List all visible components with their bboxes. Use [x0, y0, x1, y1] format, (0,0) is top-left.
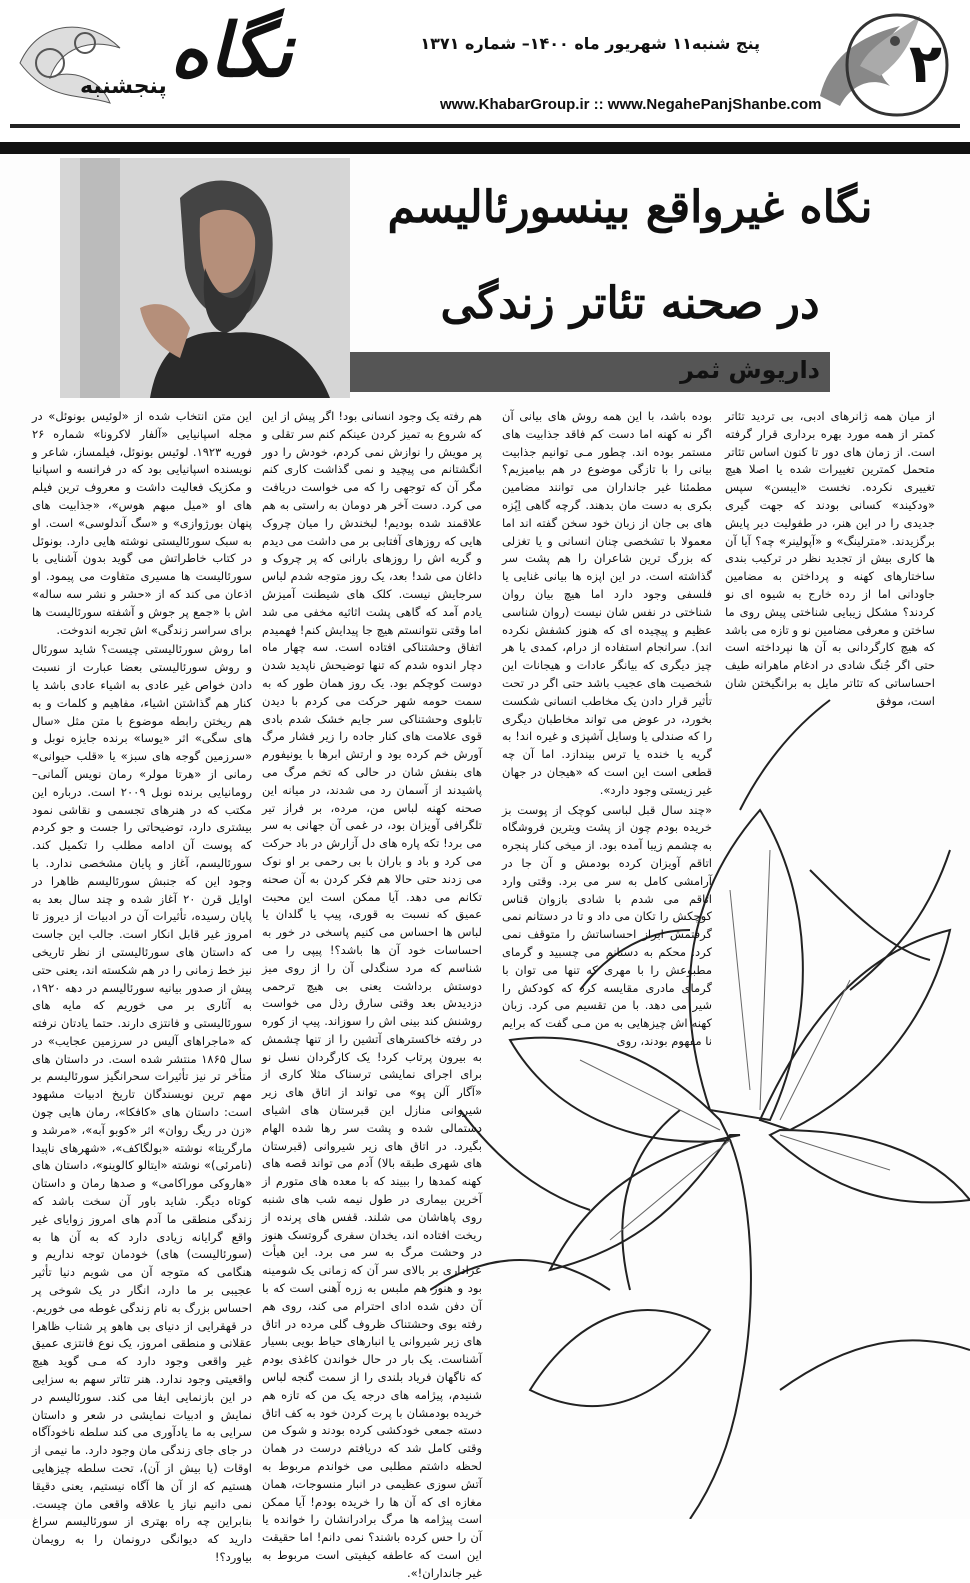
page-number-badge: [842, 10, 952, 120]
logo-word: نگاه: [170, 8, 293, 94]
paragraph: بوده باشد، با این همه روش های بیانی آن اگر نه کهنه اما دست کم فاقد جذابیت های مستمر بوده اند. چطور مـی توانیم جذابیت بیانی را با تازگی موضوع در هم بیامیزیم؟ مطمئنا غیر جانداران می توانند مضامین بکری به دست مان بدهند. گرچه گاهی اِپُزه های بی جان از زبان خود سخن گفته اند اما معمولا با تشخصی چنان انسانی و یا تغزلی که بزرگ ترین شاعران را هم پشت سر گذاشته است. در این اپزه ها بیانی غنایی یا فلسفی وجود دارد اما هیچ بیان روان شناختی در نفس شان نیست (روان شناسی عظیم و پیچیده ای که هنوز کشفش نکرده اند). سرانجام استفاده از درام، کمدی یا هر چیز دیگری که بیانگر عادات و هیجانات این شخصیت های عجیب باشد حتی اگر در تحت تأثیر قرار دادن یک مخاطب انسانی شکست بخورد، در عوض می تواند مخاطبان دیگری را که صندلی یا وسایل آشپزی و غیره اند! به گریه یا خنده یا ترس بیندازد. اما آن چه قطعی است این است که «هیجان در جهان غیر زیستی وجود دارد».: [502, 409, 712, 797]
logo-subtitle: پنجشنبه: [80, 74, 167, 99]
article-column-2: [502, 408, 712, 1398]
page-number: ۲: [909, 32, 942, 95]
paragraph: هم رفته یک وجود انسانی بود! اگر پیش از این که شروع به تمیز کردن عینکم کنم سر تقلی و پر مویش را نوازش نمی کردم، خودش را دور انگشتانم می پیچید و نمی گذاشت کاری کنم مگر آن که توجهی را که می خواست دریافت می کرد. دست آخر هر دومان به راستی به هم علاقمند شده بودیم! لبخندش را میان چروک هایی که روزهای آفتابی بر می داشت می دیدم و گریه اش را روزهای بارانی که پر چروک و داغان می شد! بعد، یک روز متوجه شدم لباس سرجایش نیست. کلک های شیطنت آمیزش یادم آمد که گاهی پشت اثاثیه مخفی می شد اما وقتی نتوانستم هیچ جا پیدایش کنم! فهمیدم اتفاق وحشتناکی افتاده است. سه چهار ماه دچار اندوه شدم که تنها توضیحش ناپدید شدن دوست کوچکم بود. یک روز همان طور که به سمت حومه شهر حرکت می کردم با دیدن تابلوی وحشتناکی سر جایم خشک شدم بادی قوی علامت های کنار جاده را زیر فشار مرگ آورش خم کرده بود و ارتش ابرها با یونیفورم های بنفش شان در حالی که تخم مرگ می پاشیدند از آسمان رد می شدند، در میانه این صحنه کهنه لباس من، مرده، بر فراز تیر تلگرافی آویزان بود، در غمی آن جهانی به سر می برد! تکه پاره های دل آزارش در باد حرکت می کرد و باد و باران با بی رحمی بر او نوک می زدند حتی حالا هم فکر کردن به آن صحنه تکانم می دهد. آیا ممکن است این محبت عمیق که نسبت به قوری، پیپ یا گلدان یا لباس ها احساس می کنیم پاسخی در خور به احساسات خود آن ها باشد؟! پیپی را می شناسم که مرد سنگدلی آن را از روی میز دوستش برداشت یعنی بی هیچ ترحمی دزدیدش بعد وقتی سارق رذل می خواست روشنش کند بینی اش را سوزاند. پیپ از کوره در رفته خاکسترهای آتشین را از تنها چشمش به بیرون پرتاب کرد! یک کارگردان نسل نو برای اجرای نمایشی ترسناک مثلا کاری از «آگار آلن پو» می تواند از اتاق های زیر شیروانی منازل این قبرستان های اشیای دستمالی شده و پشت سر رها شده الهام بگیرد. در اتاق های زیر شیروانی (قبرستان های شهری طبقه بالا) آدم می تواند قصه های کهنه کمدها را ببیند که با معده های متورم از آخرین بیماری در طول نیمه شب های شنبه روی پاهاشان می شلند. قفس های پرنده از ریخت افتاده اند، یخدان سفری گروتسک هنوز در وحشت مرگ به سر می برد. این هیأت عزاداری بر بالای سر آن که زمانی یک شومینه بود و هنوز هم ملبس به زره آهنی است که با آن دفن شده ادای احترام می کند، روی هم رفته بوی وحشتناک ظروف گلی مرده در اتاق های زیر شیروانی یا انبارهای حیاط بویی بسیار آشناست. یک بار در حال خواندن کاغذی بودم که ناگهان فریاد بلندی را از سمت گنجه لباس شنیدم، پیژامه های درجه یک من که تازه هم خریده بودمشان با پرت کردن خود به کف اتاق دسته جمعی خودکشی کرده بودند و شوک من وقتی کامل شد که دریافتم درست در همان لحظه داشتم مطلبی می خواندم مربوط به آتش سوزی عظیمی در انبار منسوجات، همان مغازه ای که آن ها را خریده بودم! آیا ممکن است پیژامه ها مرگ برادرانشان را خوانده یا آن را حس کرده باشند؟ نمی دانم! اما حقیقت این است که عاطفه کیفیتی است مربوط به غیر جانداران!».: [262, 409, 482, 1580]
article-title-line1: نگاه غیرواقع بینسورئالیسم: [387, 182, 873, 233]
divider-band: [0, 142, 970, 154]
author-photo: [60, 158, 350, 398]
header-rule: [10, 124, 960, 128]
paragraph: اما روش سورئالیستی چیست؟ شاید سورئال و روش سورئالیستی بعضا عبارت از نسبت دادن خواص غیر عادی به اشیاء عادی باشد یا کنار هم گذاشتن اشیاء، مفاهیم و کلمات و به هم ریختن رابطه موضوع با متن مثل «سال های سگی» اثر «یوسا» برنده جایزه نوبل و «سرزمین گوجه های سبز» یا «قلب حیوانی» رمانی از «هرتا مولر» رمان نویس آلمانی–رومانیایی برنده نوبل ۲۰۰۹ است. درباره این مکتب که در هنرهای تجسمی و نقاشی نمود بیشتری دارد، توضیحاتی را جست و جو کردم که پوست آن ادامه مطلب را تکمیل کند. سورئالیسم، آغاز و پایان مشخصی ندارد. با وجود این که جنبش سورئالیسم ظاهرا در اوایل قرن ۲۰ آغاز شده و چند سال بعد به پایان رسیده، تأثیرات آن در ادبیات از دیروز تا امروز غیر قابل انکار است. جالب این جاست که داستان های سورئالیستی از نظر تاریخی نیز خط زمانی را در هم شکسته اند، یعنی حتی پیش از صدور بیانیه سورئالیسم در دهه ۱۹۲۰، به آثاری بر می خوریم که مایه های سورئالیستی و فانتزی دارند. حتما یادتان نرفته که «ماجراهای آلیس در سرزمین عجایب» در سال ۱۸۶۵ منتشر شده است. در داستان های متأخر تر نیز تأثیرات سحرانگیز سورئالیسم بر مهم ترین نویسندگان تاریخ ادبیات مشهود است: داستان های «کافکا»، رمان هایی چون «زن در ریگ روان» اثر «کوبو آبه»، «مرشد و مارگریتا» نوشته «بولگاکف»، «شهرهای ناپیدا (نامرئی)» نوشته «ایتالو کالوینو»، داستان های «هاروکی موراکامی» و صدها رمان و داستان کوتاه دیگر. شاید باور آن سخت باشد که زندگی منطقی ما آدم های امروز زوایای غیر واقع گرایانه زیادی دارد که به آن ها به (سورئالیست) های) خودمان توجه نداریم و هنگامی که متوجه آن می شویم دنیا تأثیر عجیبی بر ما دارد، انگار در یک شوخی پر احساس بزرگ به نام زندگی غوطه می خوریم. در قهقرایی از دنیای بی هاهو پر شتاب ظاهرا عقلانی و منطقی امروز، یک نوع فانتزی عمیق غیر واقعی وجود دارد که مـی گوید هیچ واقعیتی وجود ندارد. هنر تئاتر سهم به سزایی در این بازنمایی ایفا می کند. سورئالیسم در نمایش و ادبیات نمایشی در شعر و داستان سرایی به ما یادآوری می کند سلطه ناخودآگاه در جای جای زندگی مان وجود دارد. ما نیمی از اوقات (یا بیش از آن)، تحت سلطه چیزهایی هستیم که از آن ها آگاه نیستیم، یعنی دقیقا نمی دانیم نیاز یا علاقه واقعی مان چیست. بنابراین چه راه بهتری از سورئالیسم سراغ دارید که دیوانگی درونمان را به رویمان بیاورد؟!: [32, 642, 253, 1564]
paragraph: «چند سال قبل لباسی کوچک از پوست بز خریده بودم چون از پشت ویترین فروشگاه به چشمم زیبا آمده بود. از میخی کنار پنجره اتاقم آویزان کرده بودمش و آن جا در آرامشی کامل به سر می برد. وقتی وارد اتاقم می شدم با شادی بازوان قناس کوچکش را تکان می داد و تا در دستانم نمی گرفتمش ابراز احساساتش را متوقف نمی کرد. محکم به دستانم می چسبید و گرمای مطبوعش را با مهری که تنها می توان با گرمای مادری مقایسه کرد که کودکش را شیر می دهد. با من تقسیم می کرد. زبان کهنه اش چیزهایی به من مـی گفت که برایم نا مفهوم بودند، روی: [502, 802, 712, 1048]
author-name: داریوش ثمر: [680, 356, 820, 384]
article-title-line2: در صحنه تئاتر زندگی: [440, 278, 820, 329]
newspaper-logo: [10, 8, 310, 118]
site-urls[interactable]: www.KhabarGroup.ir :: www.NegahePanjShanbe.com: [440, 96, 822, 113]
masthead: [0, 0, 970, 140]
paragraph: این متن انتخاب شده از «لوئیس بونوئل» در مجله اسپانیایی «آلفار لاکرونا» شماره ۲۶ فوریه ۱۹۲۳. لوئیس بونوئل، فیلمساز، شاعر و نویسنده اسپانیایی بود که در فرانسه و اسپانیا و مکزیک فعالیت داشت و معروف ترین فیلم های او «میل مبهم هوس»، «جذابیت های پنهان بورژوازی» و «سگ آندلوسی» است. او به سبک سورئالیستی نوشته هایی دارد. بونوئل در کتاب خاطراتش می گوید بدون آشنایی با سورئالیست ها مسیری متفاوت می پیمود. او اذعان می کند که از «حشر و نشر سه ساله» اش با «جمع پر جوش و آشفته سورئالیست ها برای سراسر زندگی» اش تجربه اندوخت.: [32, 409, 253, 637]
issue-line: پنج شنبه۱۱ شهریور ماه ۱۴۰۰– شماره ۱۳۷۱: [420, 34, 760, 53]
paragraph: از میان همه ژانرهای ادبی، بی تردید تئاتر کمتر از همه مورد بهره برداری قرار گرفته است. از زمان های دور تا کنون اساس تئاتر متحمل کمترین تغییرات شده یا اصلا هیچ تغییری نکرده. نخست «ایبسن» سپس «ودکیند» کسانی بودند که جهت گیری جدیدی را در این هنر، در طفولیت دیر پایش برگزیدند. «مترلینگ» و «آپولینر» چه؟ آیا آن ها کاری بیش از تجدید نظر در ترکیب بندی ساختارهای کهنه و پرداختن به مضامین جاودانی اما از رده خارج به شیوه ای نو کردند؟ مشکل زیبایی شناختی پیش روی ما ساختن و معرفی مضامین نو و تازه می باشد که هیچ کارگردانی به آن ها نپرداخته است حتی اگر جُنگ شادی در ادغام ماهرانه طیف احساساتی که تئاتر مایل به برانگیختن شان است، موفق: [725, 409, 935, 708]
article-column-3: [262, 408, 482, 1580]
article-column-1: [725, 408, 935, 708]
article-column-4: [32, 408, 253, 1564]
